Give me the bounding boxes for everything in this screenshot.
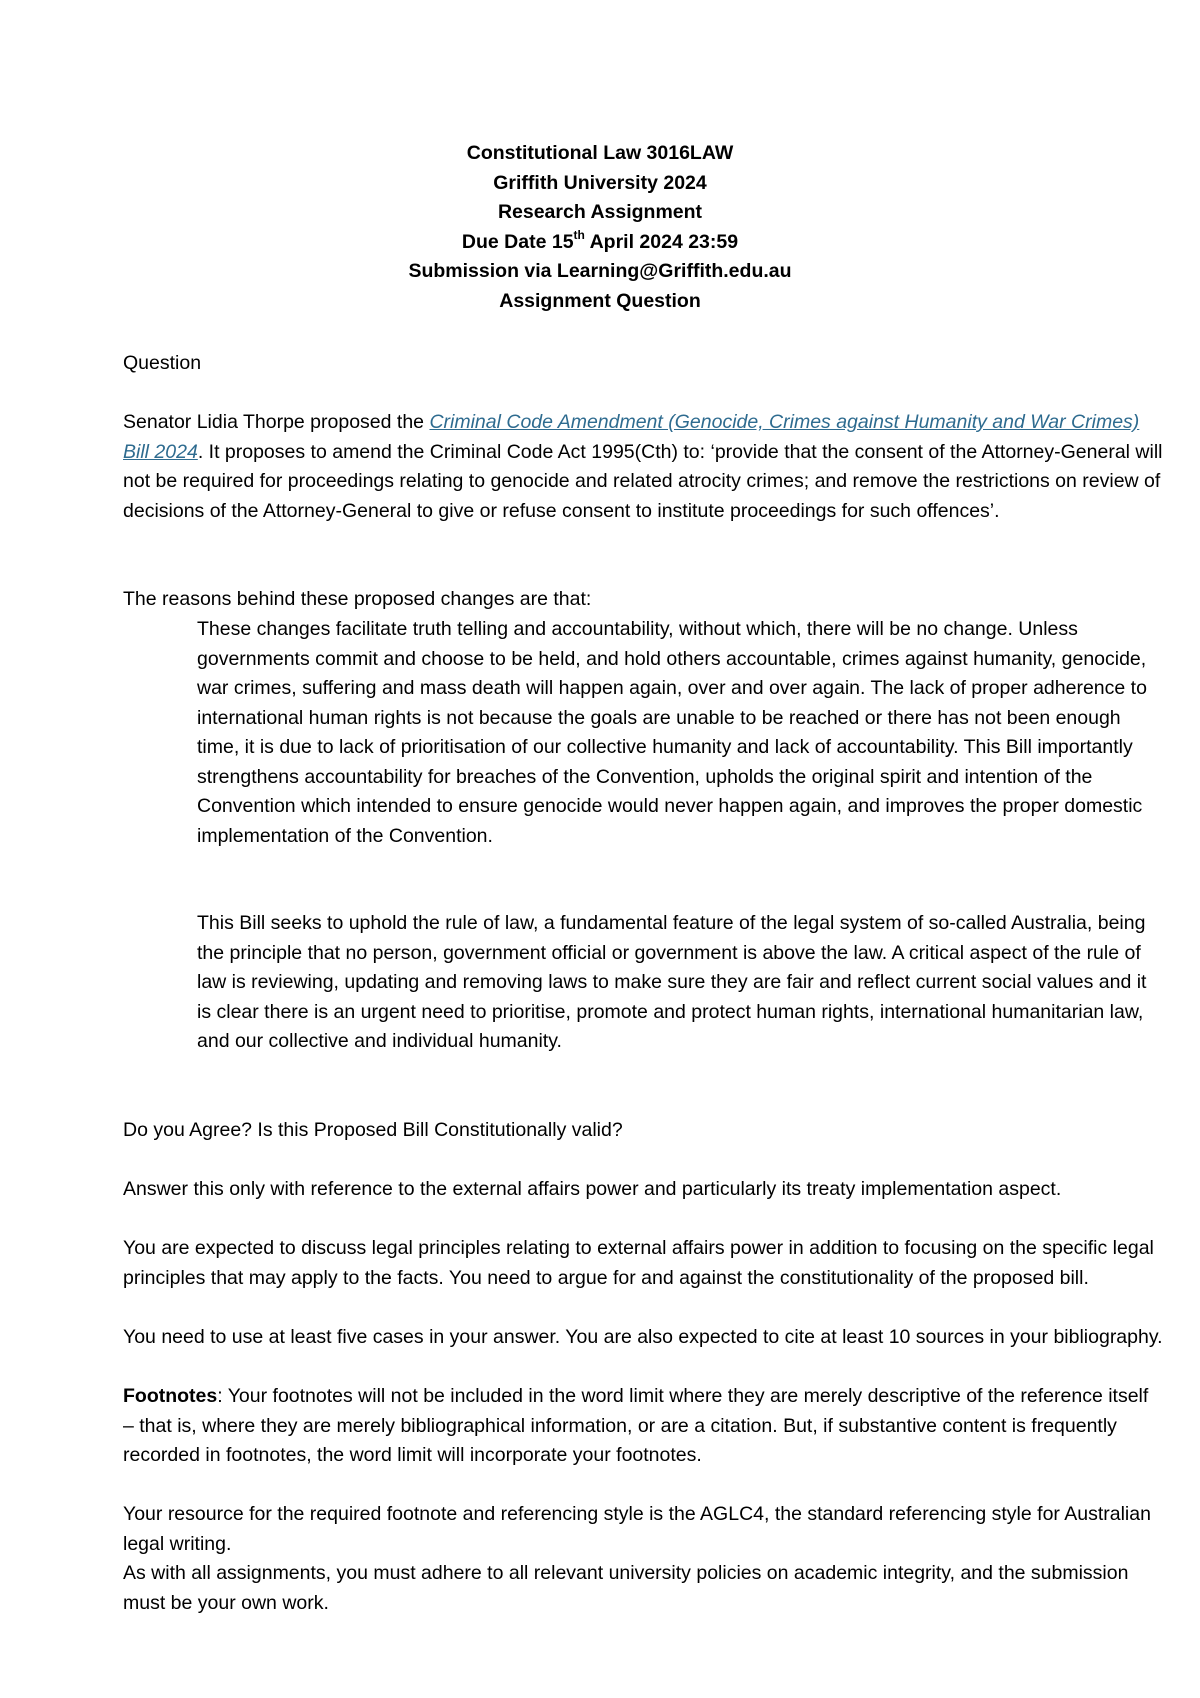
reasons-lead: The reasons behind these proposed changes are that: [123, 588, 592, 610]
bill-link[interactable]: Criminal Code Amendment (Genocide, Crimes against Humanity and War Crimes) Bill 2024 [123, 411, 1140, 463]
instruction-principles: You are expected to discuss legal principles relating to external affairs power in addition to focusing on the specific legal principles that may apply to the facts. You need to argue for and against the constitutionality of the proposed bill. [123, 1237, 1154, 1289]
submission-line: Submission via Learning@Griffith.edu.au [408, 260, 792, 282]
question-label: Question [123, 352, 202, 374]
instruction-cases: You need to use at least five cases in your answer. You are also expected to cite at least 10 sources in your bibliography. [123, 1326, 1163, 1348]
university-line: Griffith University 2024 [493, 171, 707, 194]
assignment-question-heading: Assignment Question [499, 289, 701, 312]
intro-paragraph: Senator Lidia Thorpe proposed the Criminal Code Amendment (Genocide, Crimes against Humanity and War Crimes) Bill 2024. It proposes to amend the Criminal Code Act 1995(Cth) to: ‘provide that the consent of the Attorney-General will not be required for proceedings relating to genocide and related atrocity crimes; and remove the restrictions on review of decisions of the Attorney-General to give or refuse consent to institute proceedings for such offences’. [123, 411, 1163, 522]
instruction-scope: Answer this only with reference to the external affairs power and particularly its treaty implementation aspect. [123, 1178, 1062, 1200]
footnotes-label: Footnotes [123, 1385, 218, 1407]
academic-integrity: As with all assignments, you must adhere to all relevant university policies on academic integrity, and the submission must be your own work. [123, 1562, 1129, 1614]
referencing-style: Your resource for the required footnote and referencing style is the AGLC4, the standard referencing style for Australian legal writing. [123, 1503, 1151, 1555]
quote-paragraph-2: This Bill seeks to uphold the rule of law, a fundamental feature of the legal system of so-called Australia, being the principle that no person, government official or government is above the law. A critical aspect of the rule of law is reviewing, updating and removing laws to make sure they are fair and reflect current social values and it is clear there is an urgent need to prioritise, promote and protect human rights, international humanitarian law, and our collective and individual humanity. [197, 912, 1147, 1052]
instruction-footnotes: Footnotes: Your footnotes will not be included in the word limit where they are merely descriptive of the reference itself – that is, where they are merely bibliographical information, or are a citation. But, if substantive content is frequently recorded in footnotes, the word limit will incorporate your footnotes. [123, 1385, 1149, 1466]
quote-paragraph-1: These changes facilitate truth telling and accountability, without which, there will be no change. Unless governments commit and choose to be held, and hold others accountable, crimes against humanity, genocide, war crimes, suffering and mass death will happen again, over and over again. The lack of proper adherence to international human rights is not because the goals are unable to be reached or there has not been enough time, it is due to lack of prioritisation of our collective humanity and lack of accountability. This Bill importantly strengthens accountability for breaches of the Convention, upholds the original spirit and intention of the Convention which intended to ensure genocide would never happen again, and improves the proper domestic implementation of the Convention. [197, 618, 1147, 847]
due-date: Due Date 15th April 2024 23:59 [461, 228, 739, 253]
document-header [0, 139, 1200, 316]
assignment-type: Research Assignment [497, 201, 703, 223]
agree-question: Do you Agree? Is this Proposed Bill Constitutionally valid? [123, 1119, 623, 1141]
course-title: Constitutional Law 3016LAW [466, 142, 734, 164]
